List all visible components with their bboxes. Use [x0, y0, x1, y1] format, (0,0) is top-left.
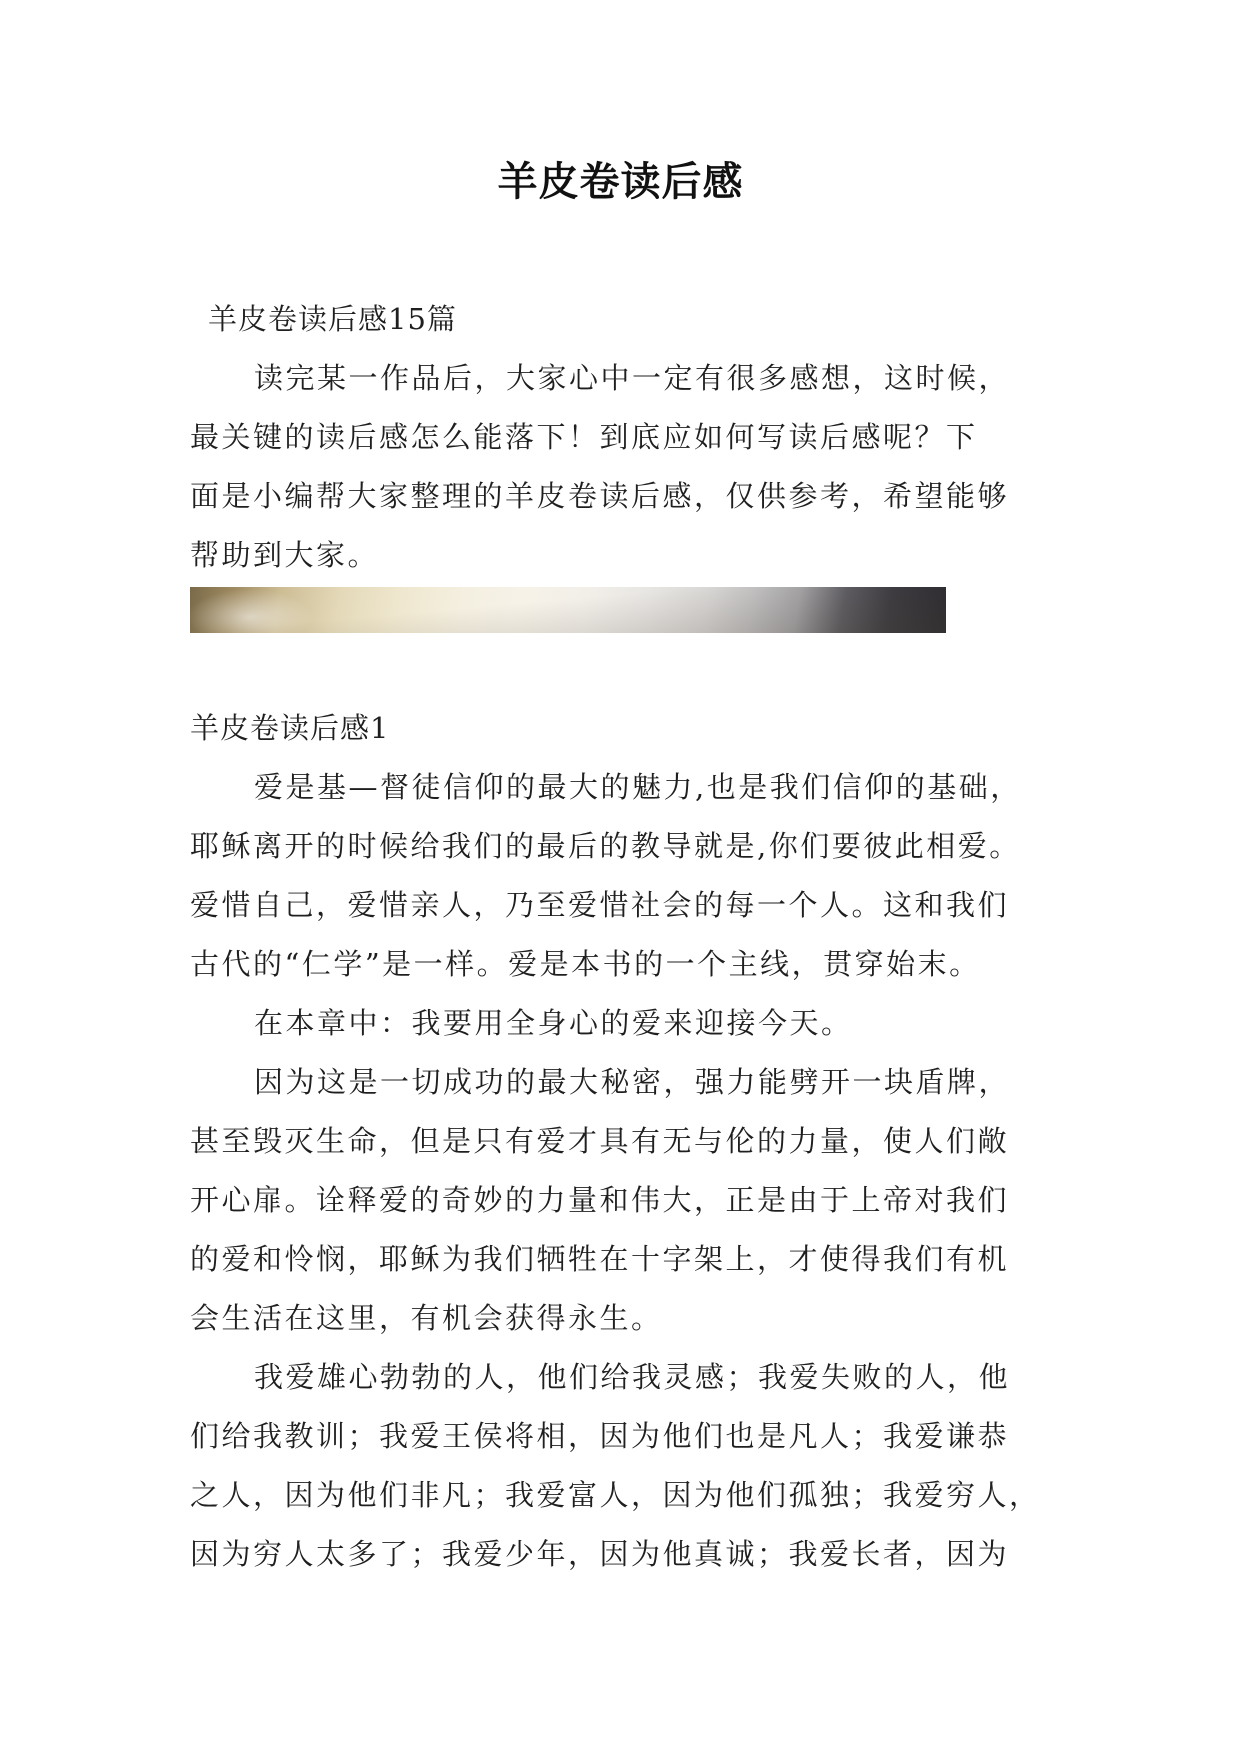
section-heading: 羊皮卷读后感1: [190, 711, 390, 745]
intro-line: 读完某一作品后，大家心中一定有很多感想，这时候，: [254, 361, 1011, 395]
book-photo-image: [190, 587, 946, 633]
paragraph-line: 甚至毁灭生命，但是只有爱才具有无与伦的力量，使人们敞: [190, 1124, 1010, 1158]
paragraph-line: 爱是基—督徒信仰的最大的魅力,也是我们信仰的基础，: [254, 770, 1022, 804]
paragraph-2: [190, 994, 1070, 1053]
intro-line: 帮助到大家。: [190, 538, 380, 572]
intro-line: 最关键的读后感怎么能落下！到底应如何写读后感呢？下: [190, 420, 978, 454]
paragraph-line: 之人，因为他们非凡；我爱富人，因为他们孤独；我爱穷人，: [190, 1478, 1041, 1512]
document-subtitle: 羊皮卷读后感15篇: [208, 302, 457, 336]
paragraph-1: [190, 758, 1070, 994]
paragraph-line: 们给我教训；我爱王侯将相，因为他们也是凡人；我爱谦恭: [190, 1419, 1010, 1453]
paragraph-4: [190, 1348, 1070, 1584]
paragraph-line: 古代的“仁学”是一样。爱是本书的一个主线，贯穿始末。: [190, 947, 981, 981]
document-title: 羊皮卷读后感: [497, 159, 744, 205]
paragraph-line: 耶稣离开的时候给我们的最后的教导就是,你们要彼此相爱。: [190, 829, 1021, 863]
paragraph-line: 的爱和怜悯，耶稣为我们牺牲在十字架上，才使得我们有机: [190, 1242, 1010, 1276]
paragraph-3: [190, 1053, 1070, 1348]
paragraph-line: 因为穷人太多了；我爱少年，因为他真诚；我爱长者，因为: [190, 1537, 1010, 1571]
document-body: [190, 290, 1070, 1584]
paragraph-line: 开心扉。诠释爱的奇妙的力量和伟大，正是由于上帝对我们: [190, 1183, 1010, 1217]
paragraph-line: 在本章中：我要用全身心的爱来迎接今天。: [254, 1006, 853, 1040]
paragraph-line: 爱惜自己，爱惜亲人，乃至爱惜社会的每一个人。这和我们: [190, 888, 1010, 922]
intro-paragraph: [190, 349, 1070, 585]
intro-line: 面是小编帮大家整理的羊皮卷读后感，仅供参考，希望能够: [190, 479, 1010, 513]
paragraph-line: 我爱雄心勃勃的人，他们给我灵感；我爱失败的人，他: [254, 1360, 1011, 1394]
paragraph-line: 会生活在这里，有机会获得永生。: [190, 1301, 663, 1335]
paragraph-line: 因为这是一切成功的最大秘密，强力能劈开一块盾牌，: [254, 1065, 1011, 1099]
